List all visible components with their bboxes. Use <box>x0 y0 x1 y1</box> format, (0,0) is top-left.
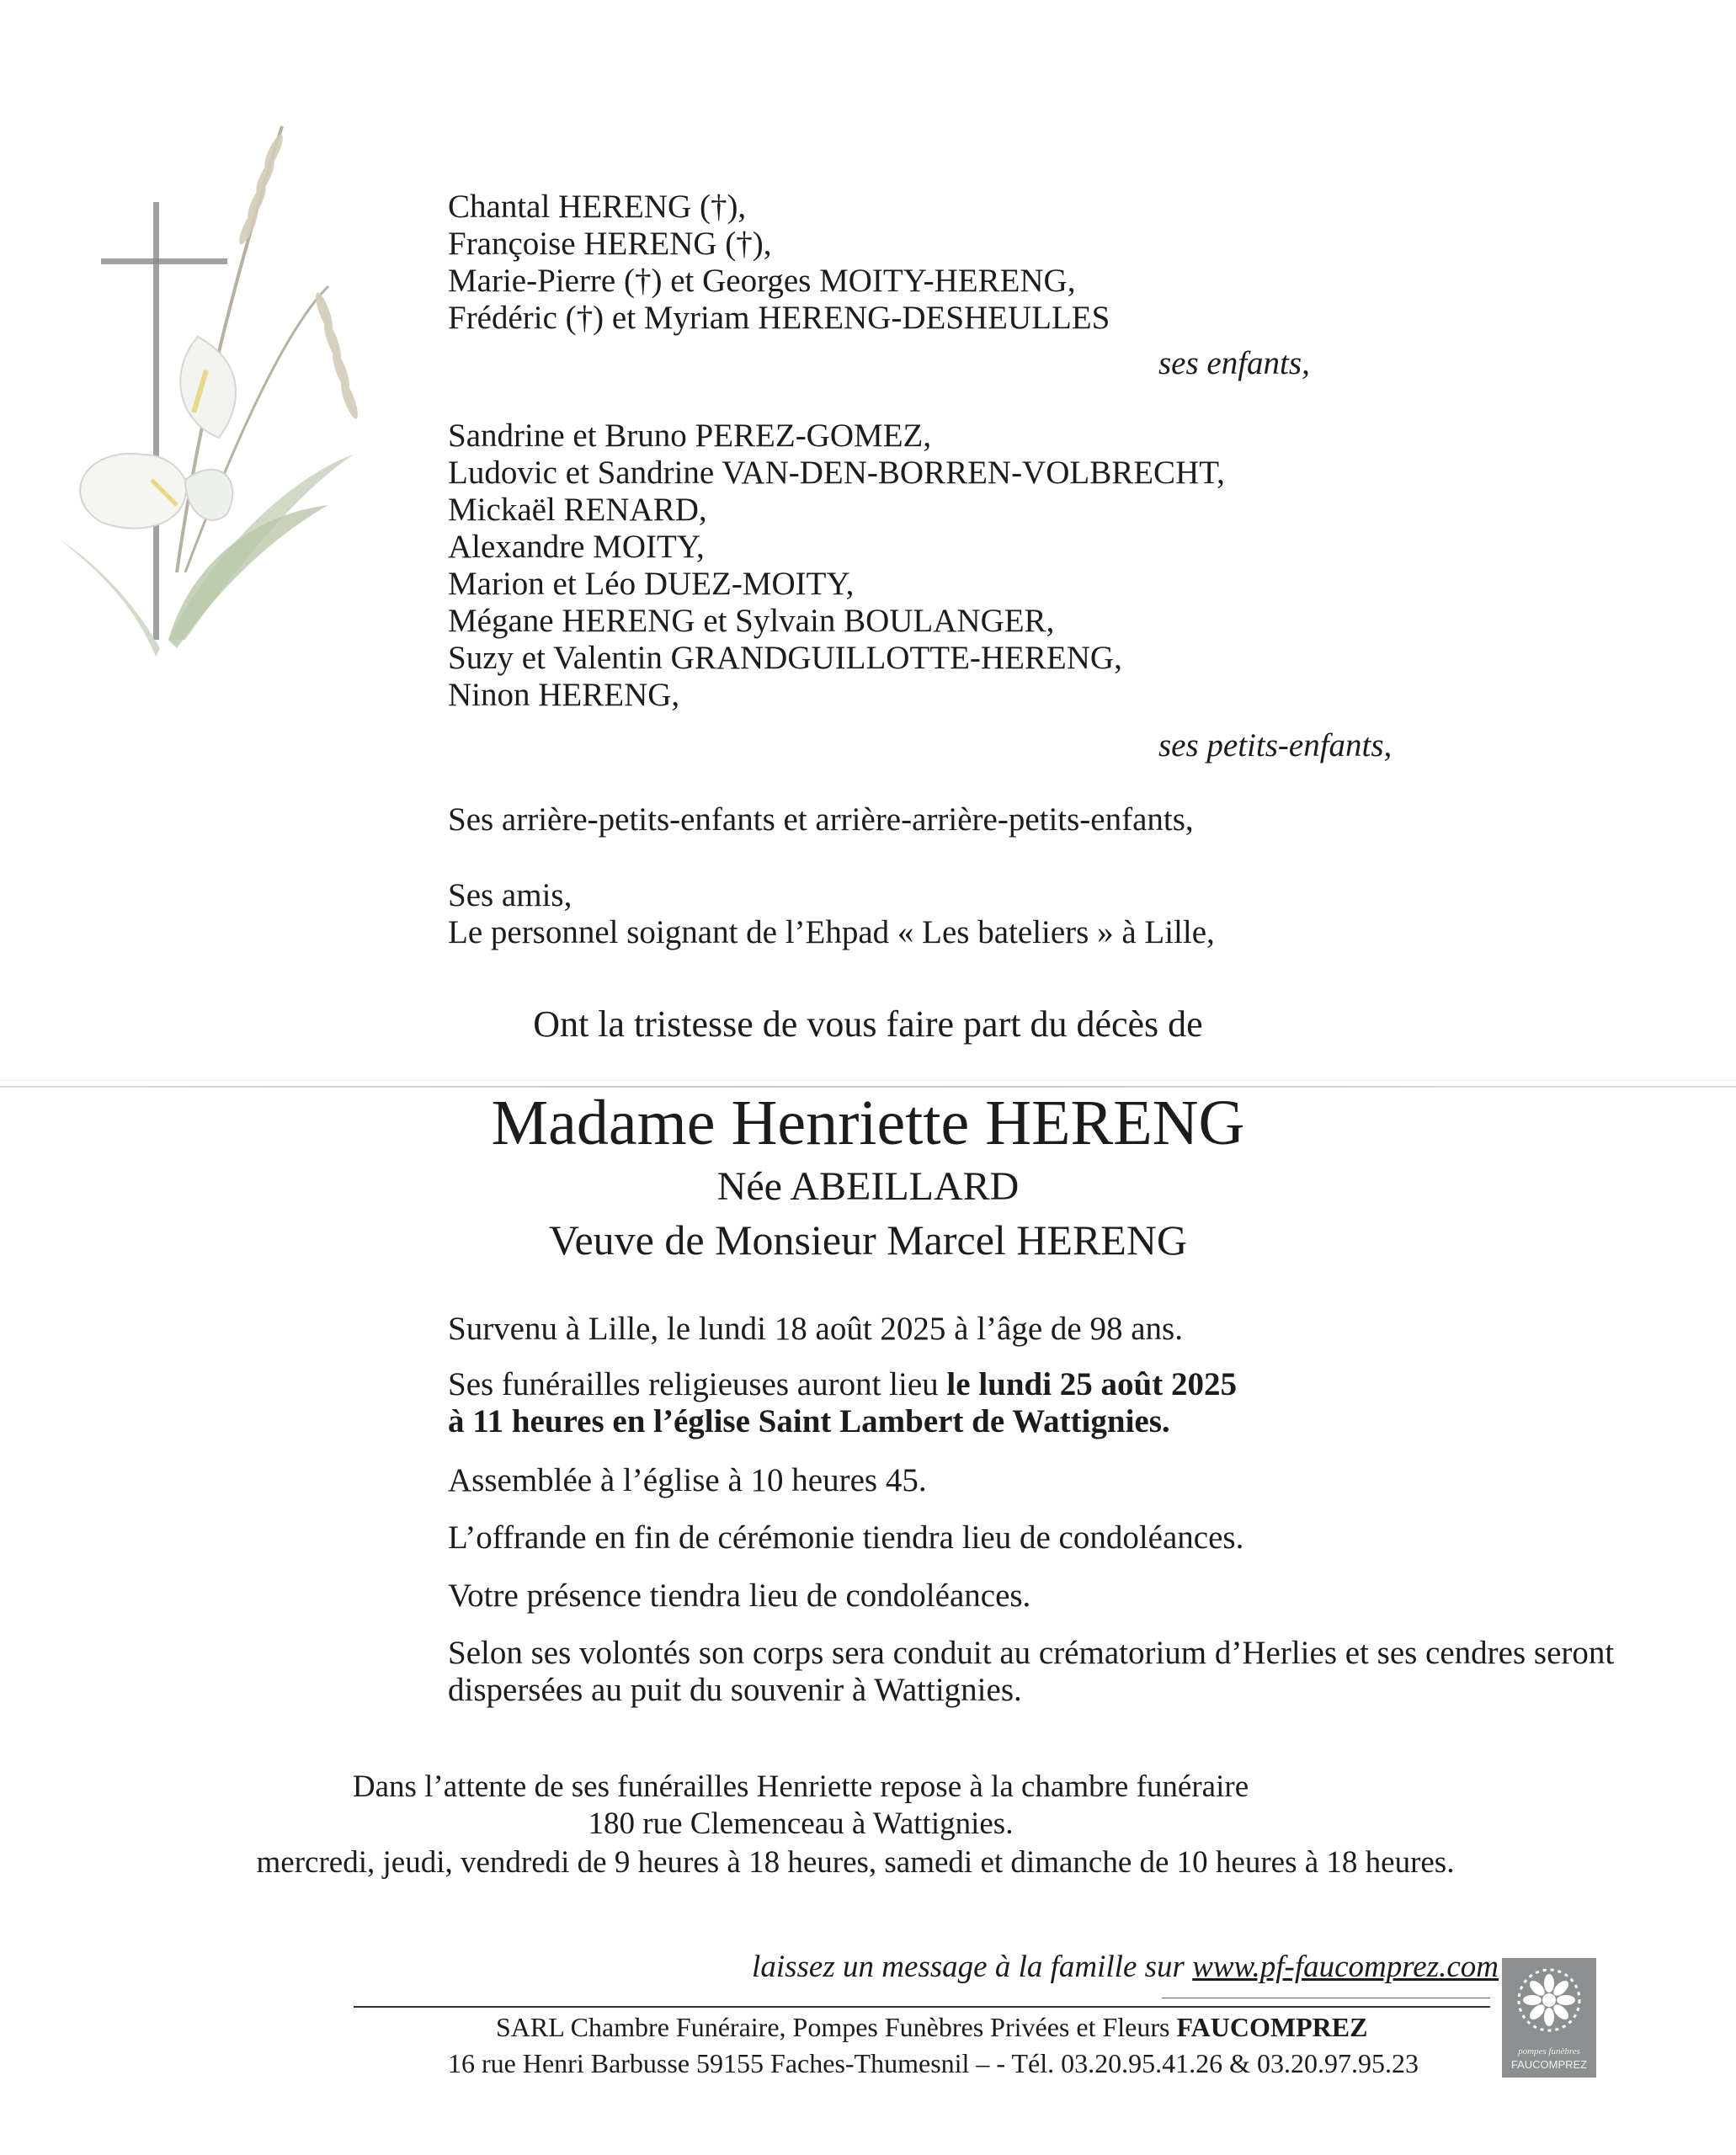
message-line <box>752 1949 1499 1986</box>
repose-line-2: 180 rue Clemenceau à Wattignies. <box>588 1806 1014 1841</box>
funeral-info-line-1 <box>448 1366 1237 1403</box>
lily-cross-decoration <box>51 118 370 665</box>
company-prefix: SARL Chambre Funéraire, Pompes Funèbres Privées et Fleurs <box>496 2012 1177 2042</box>
repose-line-1: Dans l’attente de ses funérailles Henriette repose à la chambre funéraire <box>352 1769 1249 1804</box>
assembly-info: Assemblée à l’église à 10 heures 45. <box>448 1462 927 1498</box>
death-info: Survenu à Lille, le lundi 18 août 2025 à l’âge de 98 ans. <box>448 1311 1183 1347</box>
funeral-date: le lundi 25 août 2025 <box>946 1366 1237 1402</box>
grandchild-6: Mégane HERENG et Sylvain BOULANGER, <box>448 603 1055 639</box>
children-label: ses enfants, <box>1158 345 1310 381</box>
company-address: 16 rue Henri Barbusse 59155 Faches-Thumesnil – - Tél. 03.20.95.41.26 & 03.20.97.95.23 <box>448 2048 1419 2078</box>
child-3: Marie-Pierre (†) et Georges MOITY-HERENG, <box>448 263 1076 299</box>
funeral-prefix: Ses funérailles religieuses auront lieu <box>448 1366 947 1402</box>
announcement: Ont la tristesse de vous faire part du décès de <box>533 1003 1203 1045</box>
grandchild-2: Ludovic et Sandrine VAN-DEN-BORREN-VOLBRECHT, <box>448 455 1225 491</box>
great-grandchildren: Ses arrière-petits-enfants et arrière-arrière-petits-enfants, <box>448 801 1194 838</box>
wishes-line-2: dispersées au puit du souvenir à Wattignies. <box>448 1672 1022 1708</box>
child-4: Frédéric (†) et Myriam HERENG-DESHEULLES <box>448 300 1110 336</box>
website-link[interactable]: www.pf-faucomprez.com <box>1192 1950 1499 1984</box>
widow-of: Veuve de Monsieur Marcel HERENG <box>548 1216 1188 1264</box>
repose-line-3: mercredi, jeudi, vendredi de 9 heures à 18 heures, samedi et dimanche de 10 heures à 18 heures. <box>256 1845 1455 1880</box>
company-line <box>496 2011 1367 2043</box>
grandchildren-label: ses petits-enfants, <box>1158 727 1393 764</box>
grandchild-8: Ninon HERENG, <box>448 677 680 713</box>
faucomprez-logo <box>1502 1958 1596 2078</box>
care-staff: Le personnel soignant de l’Ehpad « Les bateliers » à Lille, <box>448 914 1215 950</box>
maiden-name: Née ABEILLARD <box>716 1164 1020 1209</box>
footer-rule <box>354 2006 1490 2008</box>
presence-info: Votre présence tiendra lieu de condoléances. <box>448 1578 1031 1614</box>
child-1: Chantal HERENG (†), <box>448 189 747 225</box>
child-2: Françoise HERENG (†), <box>448 226 772 262</box>
grandchild-4: Alexandre MOITY, <box>448 529 705 565</box>
grandchild-7: Suzy et Valentin GRANDGUILLOTTE-HERENG, <box>448 640 1122 676</box>
logo-text-1: pompes funèbres <box>1518 2046 1580 2057</box>
cross-vertical <box>153 202 159 640</box>
wishes-line-1: Selon ses volontés son corps sera conduit au crématorium d’Herlies et ses cendres seront <box>448 1635 1615 1671</box>
offering-info: L’offrande en fin de cérémonie tiendra lieu de condoléances. <box>448 1519 1244 1556</box>
funeral-place: à 11 heures en l’église Saint Lambert de Wattignies. <box>448 1403 1170 1439</box>
company-name: FAUCOMPREZ <box>1176 2012 1368 2042</box>
fold-shadow <box>0 1080 1736 1081</box>
deceased-name: Madame Henriette HERENG <box>491 1088 1245 1158</box>
cross-horizontal <box>101 258 227 264</box>
logo-text-2: FAUCOMPREZ <box>1510 2058 1588 2071</box>
grandchild-3: Mickaël RENARD, <box>448 492 707 528</box>
flower-rosette-icon <box>1502 1961 1596 2046</box>
grandchild-1: Sandrine et Bruno PEREZ-GOMEZ, <box>448 418 932 454</box>
message-prefix: laissez un message à la famille sur <box>752 1950 1193 1984</box>
grandchild-5: Marion et Léo DUEZ-MOITY, <box>448 566 855 602</box>
friends: Ses amis, <box>448 877 572 913</box>
